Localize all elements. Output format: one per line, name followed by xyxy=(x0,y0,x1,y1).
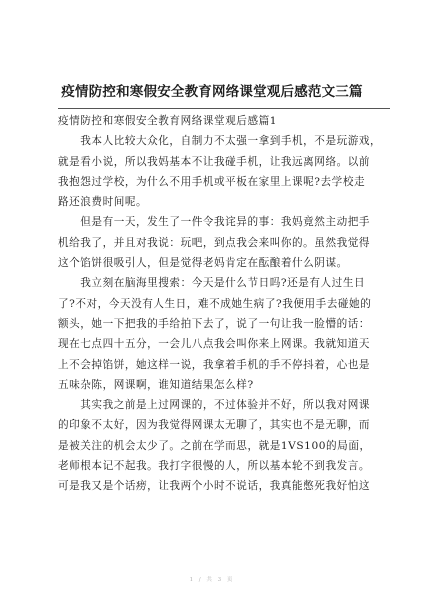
body-line: 我抱怨过学校，为什么不用手机或平板在家里上课呢?去学校走 xyxy=(58,175,366,188)
body-line: 了?不对，今天没有人生日，难不成她生病了?我便用手去碰她的 xyxy=(58,297,372,310)
body-line: 机给我了，并且对我说：玩吧，到点我会来叫你的。虽然我觉得 xyxy=(58,236,371,249)
body-line: 现在七点四十五分，一会儿八点我会叫你来上网课。我就知道天 xyxy=(58,338,371,351)
body-line: 就是看小说，所以我妈基本不让我碰手机，让我远离网络。以前 xyxy=(58,155,371,168)
body-line: 可是我又是个话痨，让我两个小时不说话，我真能憋死我好怕这 xyxy=(58,480,371,493)
title-divider xyxy=(58,108,390,109)
body-line: 老师根本记不起我。我打字很慢的人，所以基本轮不到我发言。 xyxy=(58,460,371,473)
body-line: 上不会掉馅饼，她这样一说，我拿着手机的手不停抖着，心也是 xyxy=(58,358,371,371)
body-line: 额头，她一下把我的手给拍下去了，说了一句让我一脸懵的话： xyxy=(58,317,371,330)
body-line: 路还浪费时间呢。 xyxy=(58,196,148,209)
page-footer: 1 / 共 3 页 xyxy=(189,577,235,583)
body-line: 的印象不太好，因为我觉得网课太无聊了，其实也不是无聊，而 xyxy=(58,419,371,432)
document-title: 疫情防控和寒假安全教育网络课堂观后感范文三篇 xyxy=(61,84,363,100)
body-line: 我立刻在脑海里搜索：今天是什么节日吗?还是有人过生日 xyxy=(58,277,366,290)
section-heading: 疫情防控和寒假安全教育网络课堂观后感篇1 xyxy=(58,115,278,127)
body-line: 五味杂陈，网课啊，谁知道结果怎么样? xyxy=(58,378,254,391)
body-line: 这个馅饼很吸引人，但是觉得老妈肯定在酝酿着什么阴谋。 xyxy=(58,257,348,270)
body-line: 其实我之前是上过网课的，不过体验并不好，所以我对网课 xyxy=(58,399,371,412)
body-line: 我本人比较大众化，自制力不太强一拿到手机，不是玩游戏， xyxy=(58,135,382,148)
body-line: 但是有一天，发生了一件令我诧异的事：我妈竟然主动把手 xyxy=(58,216,371,229)
body-line: 是被关注的机会太少了。之前在学而思，就是1VS100的局面， xyxy=(58,439,371,452)
document-body xyxy=(58,111,398,497)
